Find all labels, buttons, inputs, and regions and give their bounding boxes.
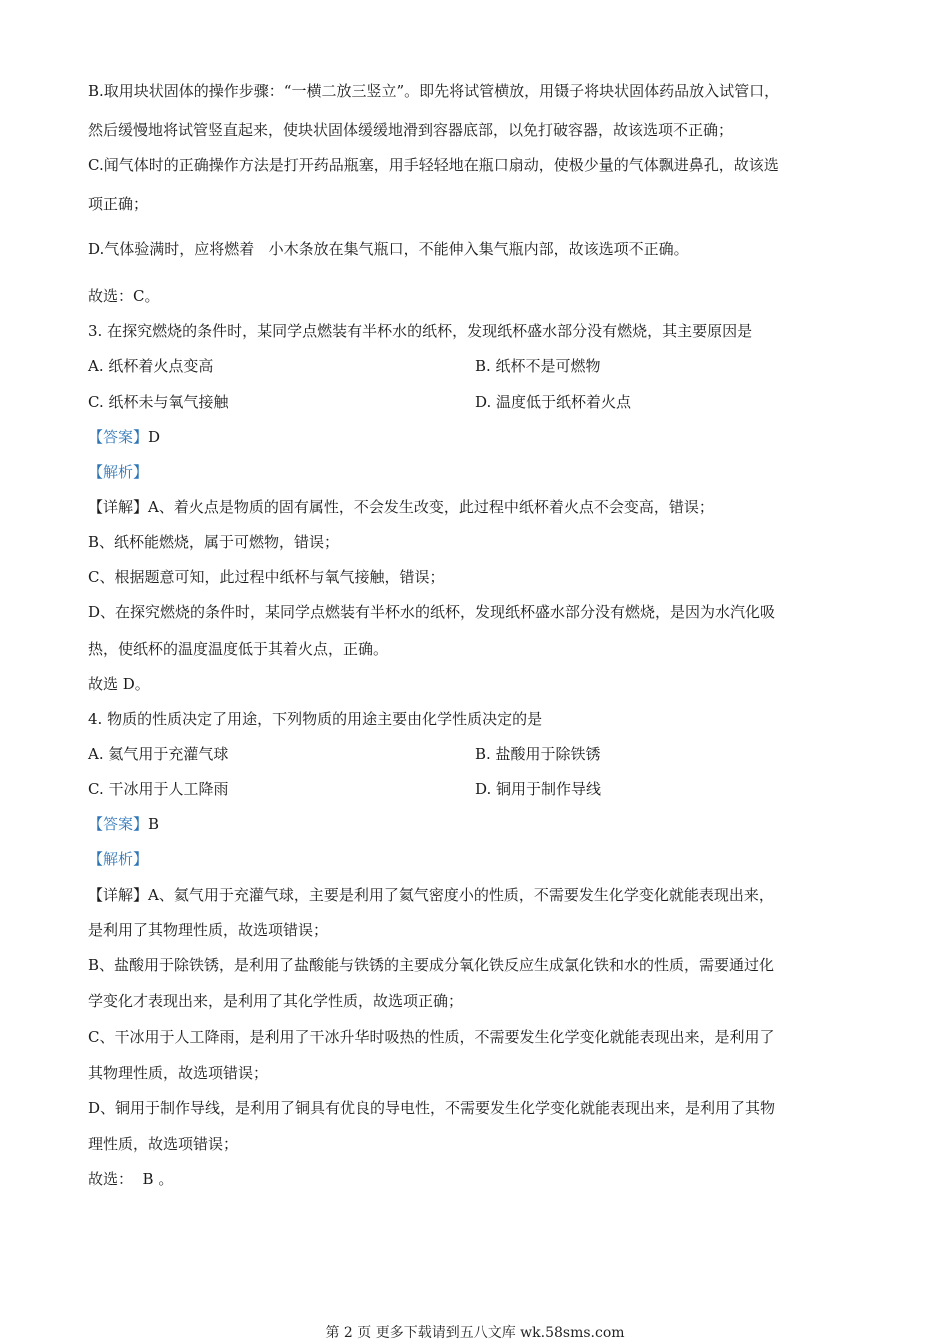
q3-detail-line-5: 热，使纸杯的温度温度低于其着火点，正确。 [88, 640, 389, 658]
answer-tag: 【答案】 [88, 815, 149, 833]
q2-option-d-line: D.气体验满时，应将燃着 小木条放在集气瓶口，不能伸入集气瓶内部，故该选项不正确。 [88, 240, 689, 258]
q3-detail-line-1: 【详解】A、着火点是物质的固有属性，不会发生改变，此过程中纸杯着火点不会变高，错误； [88, 498, 714, 516]
q2-option-b-line-2: 然后缓慢地将试管竖直起来，使块状固体缓缓地滑到容器底部，以免打破容器，故该选项不正确； [88, 121, 734, 139]
q4-detail-line-5: C、干冰用于人工降雨，是利用了干冰升华时吸热的性质，不需要发生化学变化就能表现出来，是利用了 [88, 1028, 775, 1046]
q4-detail-line-1: 【详解】A、氦气用于充灌气球，主要是利用了氦气密度小的性质，不需要发生化学变化就能表现出来， [88, 886, 774, 904]
q4-detail-line-4: 学变化才表现出来，是利用了其化学性质，故选项正确； [88, 992, 464, 1010]
answer-value: B [148, 815, 160, 833]
q3-stem: 3. 在探究燃烧的条件时，某同学点燃装有半杯水的纸杯，发现纸杯盛水部分没有燃烧，其主要原因是 [88, 322, 753, 340]
q4-detail-line-3: B、盐酸用于除铁锈，是利用了盐酸能与铁锈的主要成分氧化铁反应生成氯化铁和水的性质，需要通过化 [88, 956, 775, 974]
q3-option-a: A. 纸杯着火点变高 [88, 357, 214, 375]
q4-option-c: C. 干冰用于人工降雨 [88, 780, 229, 798]
detail-tag: 【详解】 [88, 498, 149, 516]
q4-stem: 4. 物质的性质决定了用途，下列物质的用途主要由化学性质决定的是 [88, 710, 543, 728]
detail-tag: 【详解】 [88, 886, 149, 904]
q4-detail-line-8: 理性质，故选项错误； [88, 1135, 239, 1153]
q2-option-c-line-1: C.闻气体时的正确操作方法是打开药品瓶塞，用手轻轻地在瓶口扇动，使极少量的气体飘进鼻孔，故该选 [88, 156, 779, 174]
q4-analysis-tag: 【解析】 [88, 850, 149, 868]
q3-choice: 故选 D。 [88, 675, 150, 693]
q3-detail-line-4: D、在探究燃烧的条件时，某同学点燃装有半杯水的纸杯，发现纸杯盛水部分没有燃烧，是因为水汽化吸 [88, 603, 776, 621]
q3-answer [88, 426, 160, 447]
q2-choice: 故选：C。 [88, 287, 160, 305]
q3-detail-line-3: C、根据题意可知，此过程中纸杯与氧气接触，错误； [88, 568, 445, 586]
q4-detail-line-7: D、铜用于制作导线，是利用了铜具有优良的导电性，不需要发生化学变化就能表现出来，是利用了其物 [88, 1099, 776, 1117]
q4-option-a: A. 氦气用于充灌气球 [88, 745, 229, 763]
q3-detail-line-2: B、纸杯能燃烧，属于可燃物，错误； [88, 533, 340, 551]
q3-analysis-tag: 【解析】 [88, 463, 149, 481]
page-footer: 第 2 页 更多下载请到五八文库 wk.58sms.com [325, 1325, 625, 1341]
q4-answer [88, 813, 159, 834]
q3-option-b: B. 纸杯不是可燃物 [475, 357, 601, 375]
q4-detail-line-6: 其物理性质，故选项错误； [88, 1064, 269, 1082]
q2-option-c-line-2: 项正确； [88, 195, 149, 213]
q4-option-d: D. 铜用于制作导线 [475, 780, 602, 798]
q3-option-d: D. 温度低于纸杯着火点 [475, 393, 632, 411]
answer-tag: 【答案】 [88, 428, 149, 446]
q2-option-b-line-1: B.取用块状固体的操作步骤：“一横二放三竖立”。即先将试管横放，用镊子将块状固体药品放入试管口， [88, 82, 780, 100]
q4-option-b: B. 盐酸用于除铁锈 [475, 745, 601, 763]
answer-value: D [148, 428, 161, 446]
q3-option-c: C. 纸杯未与氧气接触 [88, 393, 229, 411]
q4-detail-line-2: 是利用了其物理性质，故选项错误； [88, 921, 329, 939]
q4-choice: 故选： B 。 [88, 1170, 174, 1188]
